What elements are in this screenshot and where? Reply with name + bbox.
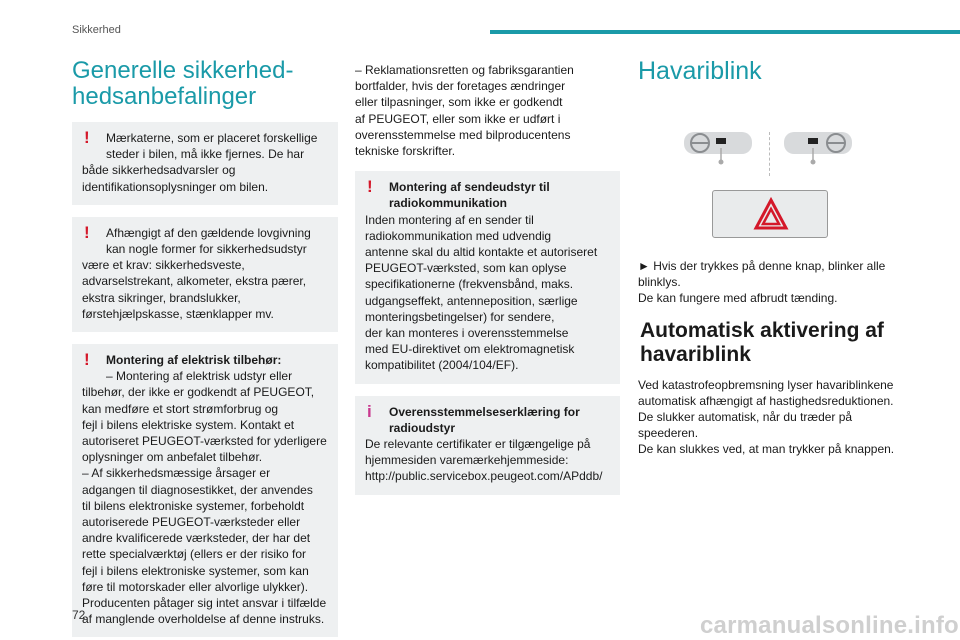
watermark-url: carmanualsonline.info [700, 612, 959, 639]
warning-heading: Montering af sendeudstyr til radiokommunikation [389, 180, 550, 211]
warning-text-body: både sikkerhedsadvarsler og identifikationsoplysninger om bilen. [82, 163, 269, 194]
warning-box-legal-equipment [72, 217, 338, 332]
info-text-body: De relevante certifikater er tilgængelige på hjemmesiden varemærkehjemmeside: http://public.servicebox.peugeot.com/APddb/ [365, 437, 603, 484]
section-title-general-safety: Generelle sikkerhed- hedsanbefalinger [72, 57, 294, 110]
illustration-divider [769, 132, 770, 176]
info-box-declaration-conformity [355, 396, 620, 495]
paragraph-warranty: – Reklamationsretten og fabriksgarantien bortfalder, hvis der foretages ændringer eller tilpasninger, som ikke er godkendt af PEUGEOT, eller som ikke er udført i overensstemmelse med bilproducentens tekniske forskrifter. [355, 63, 574, 159]
hazard-button-illustration [638, 98, 908, 248]
warning-text-first-line: Afhængigt af den gældende lovgivning kan nogle former for sikkerhedsudstyr [106, 225, 311, 257]
column-middle [355, 56, 620, 507]
warning-text-body: tilbehør, der ikke er godkendt af PEUGEOT, kan medføre et stort strømforbrug og fejl i bilens elektriske system. Kontakt et autoriseret PEUGEOT-værksted for yderligere oplysninger om anbefalet tilbehør. – Af sikkerhedsmæssige årsager er adgangen til diagnosestikket, der anvendes til bilens elektroniske systemer, forbeholdt autoriserede PEUGEOT-værksteder eller andre kvalificerede værksteder, der har det rette specialværktøj (ellers er der risiko for fejl i bilens elektroniske systemer, som kan føre til motorskader eller alvorlige ulykker). Producenten påtager sig intet ansvar i tilfælde af manglende overholdelse af denne instruks. [82, 385, 327, 627]
paragraph-automatic-hazard: Ved katastrofeopbremsning lyser havariblinkene automatisk afhængigt af hastighedsreduktionen. De slukker automatisk, når du træder på speederen. De kan slukkes ved, at man trykker på knappen. [638, 377, 895, 457]
subtitle-automatic-hazard: Automatisk aktivering af havariblink [640, 318, 884, 366]
warning-text-first-line: – Montering af elektrisk udstyr eller [106, 369, 293, 384]
warning-text-body: Inden montering af en sender til radiokommunikation med udvendig antenne skal du altid kontakte et autoriseret PEUGEOT-værksted, som kan oplyse specifikationerne (frekvensbånd, maks. udgangseffekt, antenneposition, særlige monteringsbetingelser) for sendere, der kan monteres i overensstemmelse med EU-direktivet om elektromagnetisk kompatibilitet (2004/104/EF). [365, 212, 598, 373]
column-left [72, 56, 338, 640]
warning-text-body: være et krav: sikkerhedsveste, advarselstrekant, alkometer, ekstra pærer, ekstra sikringer, brandslukker, førstehjælpskasse, stænklapper mv. [82, 258, 307, 321]
header-accent-bar [490, 30, 960, 34]
warning-box-stickers [72, 122, 338, 205]
column-right [638, 56, 908, 458]
warning-box-radio-transmitter [355, 171, 620, 383]
paragraph-hazard-button: ► Hvis der trykkes på denne knap, blinker alle blinklys. De kan fungere med afbrudt tænding. [638, 259, 886, 306]
hazard-warning-triangle-icon [713, 191, 829, 239]
warning-text-first-line: Mærkaterne, som er placeret forskellige steder i bilen, må ikke fjernes. De har [106, 131, 318, 162]
info-heading: Overensstemmelseserklæring for radioudstyr [389, 404, 580, 435]
dashboard-steering-wheel-icon [778, 124, 858, 166]
info-i-icon: i [367, 401, 372, 421]
hazard-button[interactable] [712, 190, 828, 238]
page-number: 72 [72, 608, 86, 622]
warning-box-electrical-accessories [72, 344, 338, 637]
warning-heading: Montering af elektrisk tilbehør: [106, 353, 282, 368]
exclamation-mark-icon: ! [84, 128, 90, 147]
exclamation-mark-icon: ! [367, 177, 373, 197]
exclamation-mark-icon: ! [84, 350, 90, 370]
running-header-section: Sikkerhed [72, 24, 121, 36]
dashboard-steering-wheel-icon [678, 124, 758, 166]
section-title-hazard: Havariblink [638, 57, 762, 85]
exclamation-mark-icon: ! [84, 222, 90, 242]
